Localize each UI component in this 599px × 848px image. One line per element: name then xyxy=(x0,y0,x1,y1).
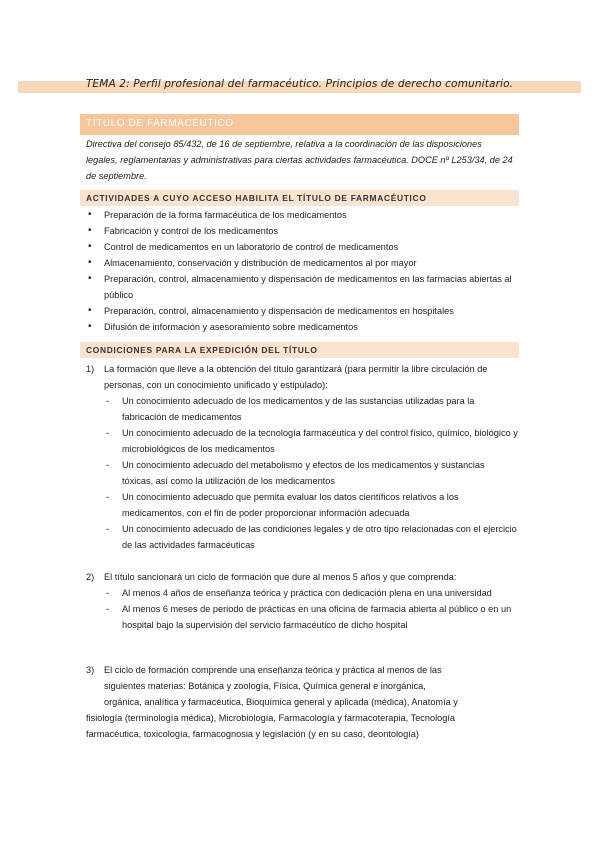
condition-1-items xyxy=(106,393,518,553)
title-block xyxy=(0,74,599,92)
condition-text-line: El ciclo de formación comprende una enseñanza teórica y práctica al menos de las xyxy=(104,665,442,675)
list-item: - Un conocimiento adecuado de la tecnología farmacéutica y del control físico, químico, biológico y microbiológicos de los medicamentos xyxy=(106,425,518,457)
section-heading-text: TÍTULO DE FARMACÉUTICO xyxy=(86,118,234,129)
list-item: - Un conocimiento adecuado de los medicamentos y de las sustancias utilizadas para la fabricación de medicamentos xyxy=(106,393,518,425)
condition-2 xyxy=(86,569,516,585)
section-heading-titulo xyxy=(80,114,519,135)
condition-2-items xyxy=(106,585,518,633)
condition-number: 2) xyxy=(86,572,95,582)
activities-list xyxy=(86,207,516,335)
list-item: • Preparación de la forma farmacéutica de los medicamentos xyxy=(86,207,516,223)
list-item: - Un conocimiento adecuado que permita evaluar los datos científicos relativos a los medicamentos, con el fin de poder proporcionar información adecuada xyxy=(106,489,518,521)
subheading-actividades xyxy=(80,190,519,206)
list-item: - Un conocimiento adecuado de las condiciones legales y de otro tipo relacionadas con el ejercicio de las actividades farmacéuticas xyxy=(106,521,518,553)
directive-paragraph: Directiva del consejo 85/432, de 16 de septiembre, relativa a la coordinación de las disposiciones legales, reglamentarias y administrativas para ciertas actividades farmacéutica. DOCE nº L253/34, de 24 de septiembre. xyxy=(86,139,513,181)
list-item: • Difusión de información y asesoramiento sobre medicamentos xyxy=(86,319,516,335)
condition-text-line: fisiología (terminología médica), Microbiología, Farmacología y farmacoterapia, Tecnología xyxy=(86,713,456,723)
list-item: - Al menos 4 años de enseñanza teórica y práctica con dedicación plena en una universidad xyxy=(106,585,518,601)
list-item: - Un conocimiento adecuado del metabolismo y efectos de los medicamentos y sustancias tóxicas, así como la utilización de los medicamentos xyxy=(106,457,518,489)
list-item: • Preparación, control, almacenamiento y dispensación de medicamentos en las farmacias abiertas al público xyxy=(86,271,516,303)
condition-text-line: orgánica, analítica y farmacéutica, Bioquímica general y aplicada (médica), Anatomía y xyxy=(104,697,458,707)
condition-1 xyxy=(86,361,516,393)
condition-text: La formación que lleve a la obtención del título garantizará (para permitir la libre circulación de personas, con un conocimiento unificado y estipulado): xyxy=(104,364,488,390)
list-item: • Control de medicamentos en un laboratorio de control de medicamentos xyxy=(86,239,516,255)
condition-text: El título sancionará un ciclo de formación que dure al menos 5 años y que comprenda: xyxy=(104,572,457,582)
list-item: • Fabricación y control de los medicamentos xyxy=(86,223,516,239)
condition-text-line: farmacéutica, toxicología, farmacognosia y legislación (y en su caso, deontología) xyxy=(86,729,419,739)
subheading-text: ACTIVIDADES A CUYO ACCESO HABILITA EL TÍTULO DE FARMACÉUTICO xyxy=(86,193,427,203)
list-item: - Al menos 6 meses de periodo de prácticas en una oficina de farmacia abierta al público o en un hospital bajo la supervisión del servicio farmacéutico de dicho hospital xyxy=(106,601,518,633)
condition-number: 3) xyxy=(86,665,95,675)
condition-text-line: siguientes materias: Botánica y zoología, Física, Química general e inorgánica, xyxy=(104,681,426,691)
subheading-text: CONDICIONES PARA LA EXPEDICIÓN DEL TÍTULO xyxy=(86,345,318,355)
condition-number: 1) xyxy=(86,364,95,374)
list-item: • Almacenamiento, conservación y distribución de medicamentos al por mayor xyxy=(86,255,516,271)
condition-3 xyxy=(86,662,516,742)
subheading-condiciones xyxy=(80,342,519,358)
page-title: TEMA 2: Perfil profesional del farmacéutico. Principios de derecho comunitario. xyxy=(82,78,517,90)
list-item: • Preparación, control, almacenamiento y dispensación de medicamentos en hospitales xyxy=(86,303,516,319)
